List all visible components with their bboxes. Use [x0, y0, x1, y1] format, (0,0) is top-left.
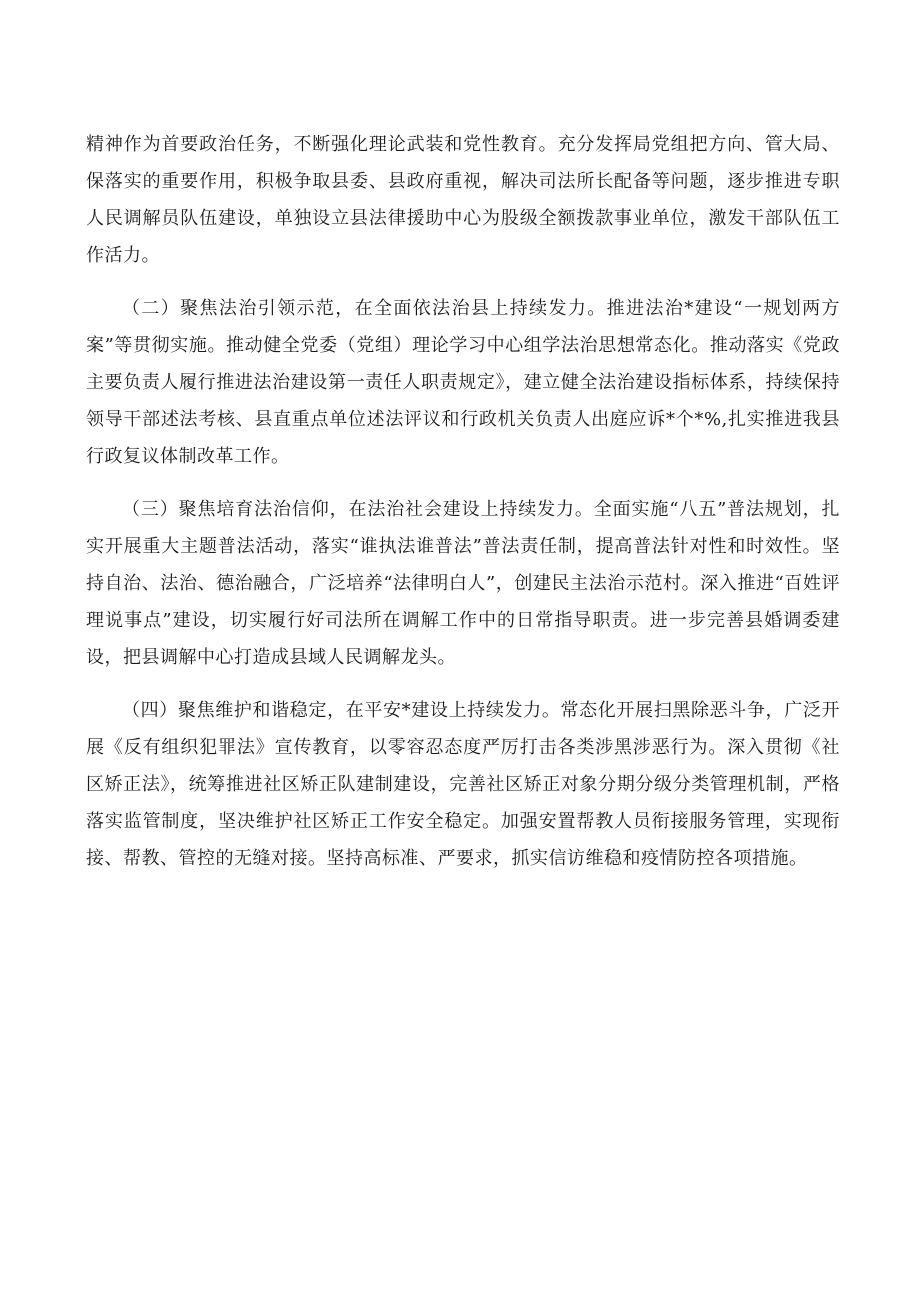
paragraph-section-4: （四）聚焦维护和谐稳定，在平安*建设上持续发力。常态化开展扫黑除恶斗争，广泛开展《反有组织犯罪法》宣传教育，以零容忍态度严厉打击各类涉黑涉恶行为。深入贯彻《社区矫正法》，统筹推进社区矫正队建制建设，完善社区矫正对象分期分级分类管理机制，严格落实监管制度，坚决维护社区矫正工作安全稳定。加强安置帮教人员衔接服务管理，实现衔接、帮教、管控的无缝对接。坚持高标准、严要求，抓实信访维稳和疫情防控各项措施。	[86, 700, 840, 869]
document-page	[86, 126, 840, 893]
paragraph-section-2: （二）聚焦法治引领示范，在全面依法治县上持续发力。推进法治*建设“一规划两方案”等贯彻实施。推动健全党委（党组）理论学习中心组学法治思想常态化。推动落实《党政主要负责人履行推进法治建设第一责任人职责规定》，建立健全法治建设指标体系，持续保持领导干部述法考核、县直重点单位述法评议和行政机关负责人出庭应诉*个*%,扎实推进我县行政复议体制改革工作。	[86, 298, 840, 467]
paragraph-section-3: （三）聚焦培育法治信仰，在法治社会建设上持续发力。全面实施“八五”普法规划，扎实开展重大主题普法活动，落实“谁执法谁普法”普法责任制，提高普法针对性和时效性。坚持自治、法治、德治融合，广泛培养“法律明白人”，创建民主法治示范村。深入推进“百姓评理说事点”建设，切实履行好司法所在调解工作中的日常指导职责。进一步完善县婚调委建设，把县调解中心打造成县域人民调解龙头。	[86, 499, 840, 668]
paragraph-continuation: 精神作为首要政治任务，不断强化理论武装和党性教育。充分发挥局党组把方向、管大局、保落实的重要作用，积极争取县委、县政府重视，解决司法所长配备等问题，逐步推进专职人民调解员队伍建设，单独设立县法律援助中心为股级全额拨款事业单位，激发干部队伍工作活力。	[86, 134, 840, 266]
